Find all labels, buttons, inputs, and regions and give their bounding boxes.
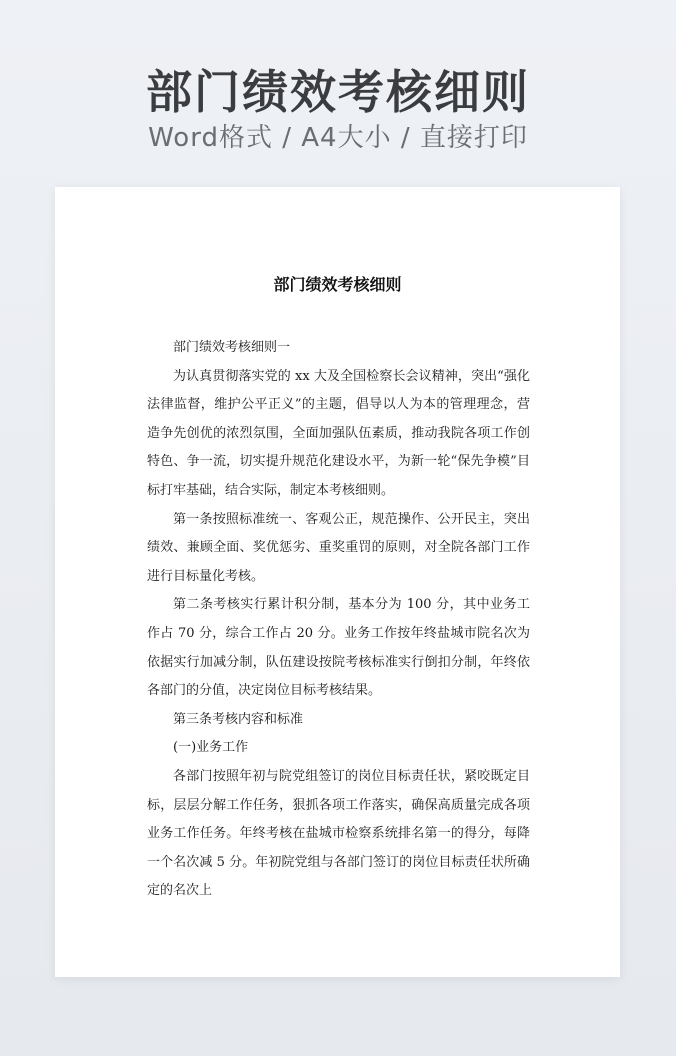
paragraph-section-1: (一)业务工作 (173, 740, 249, 756)
paragraph-article-2: 第二条考核实行累计积分制，基本分为 100 分，其中业务工作占 70 分，综合工作占 20 分。业务工作按年终盐城市院名次为依据实行加减分制，队伍建设按院考核标准实行倒扣分制，年终依各部门的分值，决定岗位目标考核结果。 (147, 597, 530, 699)
paragraph-article-1: 第一条按照标准统一、客观公正，规范操作、公开民主，突出绩效、兼顾全面、奖优惩劣、重奖重罚的原则，对全院各部门工作进行目标量化考核。 (147, 511, 530, 584)
paragraph-intro: 为认真贯彻落实党的 xx 大及全国检察长会议精神，突出“强化法律监督，维护公平正义”的主题，倡导以人为本的管理理念，营造争先创优的浓烈氛围，全面加强队伍素质，推动我院各项工作创特色、争一流，切实提升规范化建设水平，为新一轮“保先争模”目标打牢基础，结合实际，制定本考核细则。 (147, 368, 530, 498)
banner-subtitle: Word格式 / A4大小 / 直接打印 (148, 123, 528, 153)
paragraph-article-3: 第三条考核内容和标准 (173, 711, 304, 727)
paragraph-heading: 部门绩效考核细则一 (173, 340, 291, 355)
banner-title: 部门绩效考核细则 (146, 65, 530, 119)
paragraph-business-work: 各部门按照年初与院党组签订的岗位目标责任状，紧咬既定目标，层层分解工作任务，狠抓各项工作落实，确保高质量完成各项业务工作任务。年终考核在盐城市检察系统排名第一的得分，每降一个名次减 5 分。年初院党组与各部门签订的岗位目标责任状所确定的名次上 (147, 768, 530, 899)
document-title: 部门绩效考核细则 (273, 275, 402, 294)
document-body (147, 334, 530, 906)
document-page (55, 187, 620, 977)
